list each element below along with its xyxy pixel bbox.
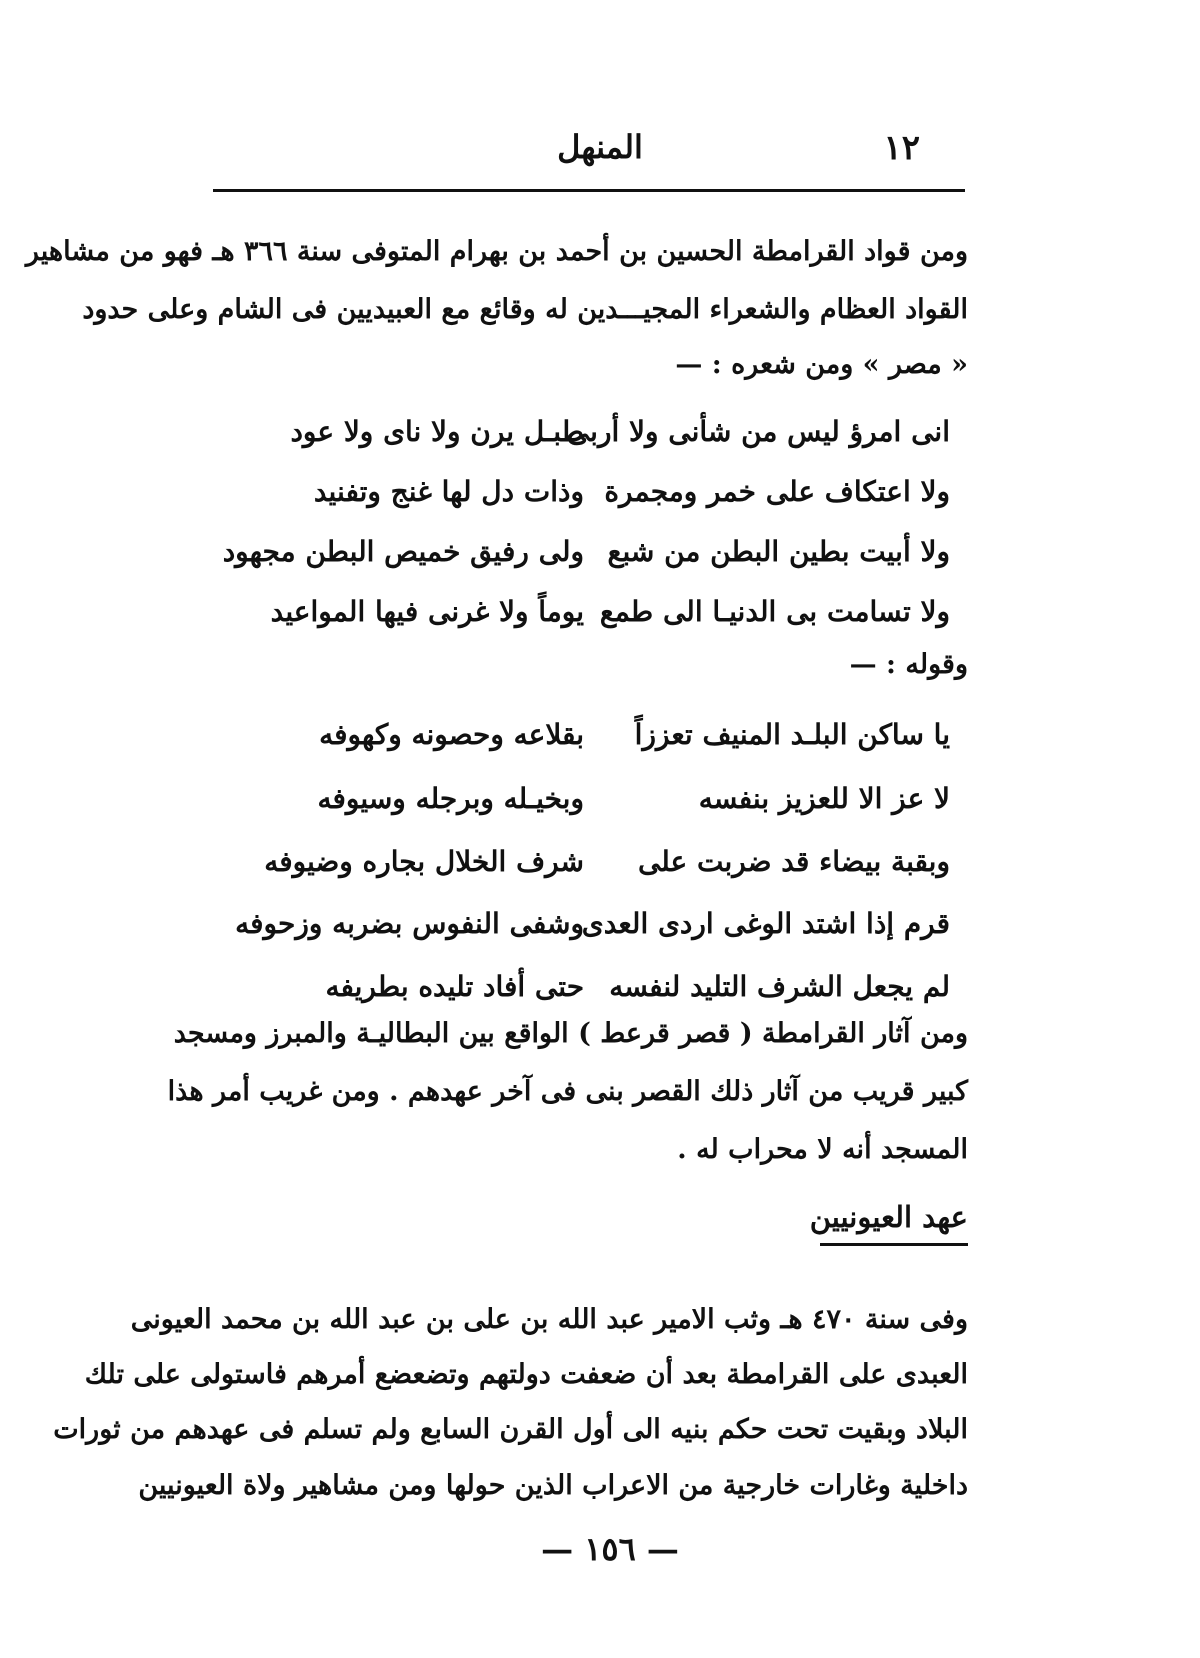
section-heading-underline [820, 1243, 968, 1246]
verse-first-hemistich: يا ساكن البلـد المنيف تعززاً [634, 718, 950, 751]
verse-first-hemistich: قرم إذا اشتد الوغى اردى العدى [581, 907, 950, 940]
paragraph-line: العبدى على القرامطة بعد أن ضعفت دولتهم وتضعضع أمرهم فاستولى على تلك [84, 1359, 968, 1390]
poem-verse [234, 410, 950, 454]
verse-second-hemistich: وبخيـله وبرجله وسيوفه [317, 782, 584, 815]
verse-second-hemistich: شرف الخلال بجاره وضيوفه [264, 845, 584, 878]
verse-second-hemistich: وذات دل لها غنج وتفنيد [313, 475, 584, 508]
verse-second-hemistich: وشفى النفوس بضربه وزحوفه [235, 907, 584, 940]
section-heading: عهد العيونيين [809, 1200, 968, 1234]
verse-second-hemistich: حتى أفاد تليده بطريفه [325, 970, 584, 1003]
verse-first-hemistich: ولا تسامت بى الدنيـا الى طمع [599, 595, 950, 628]
verse-second-hemistich: ولى رفيق خميص البطن مجهود [222, 535, 584, 568]
paragraph-line: ومن آثار القرامطة ( قصر قرعط ) الواقع بين البطاليـة والمبرز ومسجد [173, 1018, 968, 1049]
poem-intro: وقوله : — [849, 649, 968, 680]
poem-verse [234, 840, 950, 884]
poem-verse [234, 777, 950, 821]
paragraph-line: ومن قواد القرامطة الحسين بن أحمد بن بهرام المتوفى سنة ٣٦٦ هـ فهو من مشاهير [25, 236, 968, 267]
paragraph-line: المسجد أنه لا محراب له . [677, 1134, 968, 1165]
header-divider [213, 189, 965, 192]
poem-verse [234, 590, 950, 634]
paragraph-line: داخلية وغارات خارجية من الاعراب الذين حولها ومن مشاهير ولاة العيونيين [138, 1470, 968, 1501]
verse-first-hemistich: وبقبة بيضاء قد ضربت على [637, 845, 950, 878]
paragraph-line: القواد العظام والشعراء المجيـــدين له وقائع مع العبيديين فى الشام وعلى حدود [82, 294, 968, 325]
chapter-number: ١٢ [883, 128, 920, 168]
paragraph-line: كبير قريب من آثار ذلك القصر بنى فى آخر عهدهم . ومن غريب أمر هذا [167, 1076, 968, 1107]
verse-second-hemistich: طبـل يرن ولا ناى ولا عود [290, 415, 584, 448]
paragraph-line: « مصر » ومن شعره : — [675, 349, 968, 380]
page-number: — ١٥٦ — [541, 1530, 679, 1568]
verse-first-hemistich: لا عز الا للعزيز بنفسه [698, 782, 950, 815]
paragraph-line: البلاد وبقيت تحت حكم بنيه الى أول القرن السابع ولم تسلم فى عهدهم من ثورات [53, 1414, 968, 1445]
running-title: المنهل [557, 128, 643, 166]
verse-second-hemistich: يوماً ولا غرنى فيها المواعيد [270, 595, 584, 628]
poem-verse [234, 713, 950, 757]
poem-verse [234, 902, 950, 946]
poem-verse [222, 530, 950, 574]
poem-verse [234, 965, 950, 1009]
verse-first-hemistich: لم يجعل الشرف التليد لنفسه [609, 970, 950, 1003]
verse-first-hemistich: ولا أبيت بطين البطن من شبع [607, 535, 950, 568]
verse-first-hemistich: انى امرؤ ليس من شأنى ولا أربى [566, 415, 950, 448]
paragraph-line: وفى سنة ٤٧٠ هـ وثب الامير عبد الله بن على بن عبد الله بن محمد العيونى [130, 1304, 968, 1335]
verse-second-hemistich: بقلاعه وحصونه وكهوفه [319, 718, 584, 751]
poem-verse [234, 470, 950, 514]
verse-first-hemistich: ولا اعتكاف على خمر ومجمرة [604, 475, 950, 508]
